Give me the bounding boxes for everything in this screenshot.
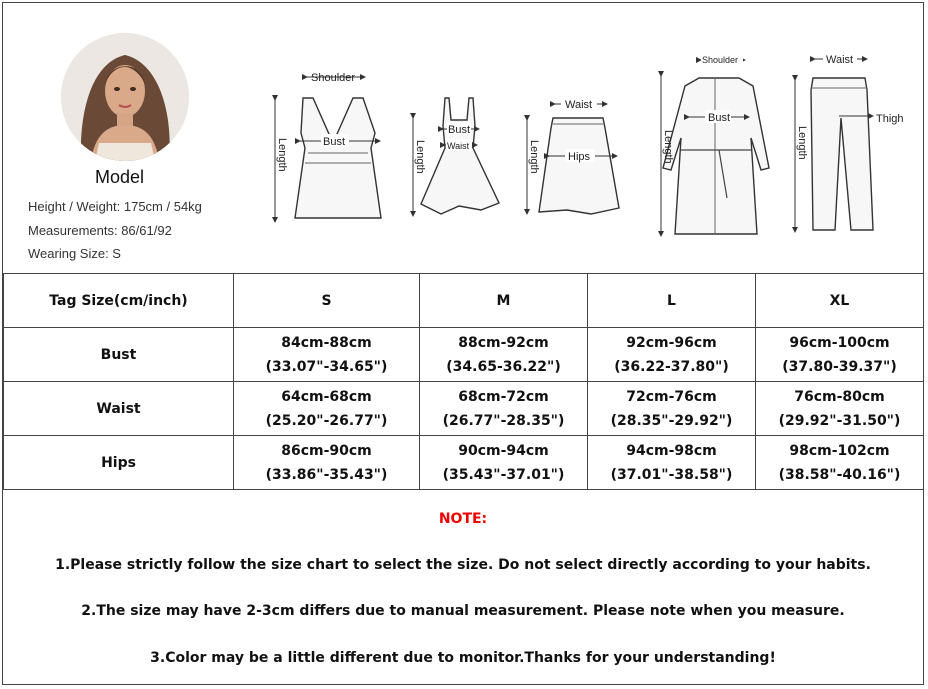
dress-diagram [413,98,499,214]
cell-waist-xl [756,382,924,436]
row-label: Bust [4,328,234,382]
header-size-l: L [588,274,756,328]
inch-value: (37.80-39.37") [782,358,897,375]
size-chart-frame [2,2,924,685]
cm-value: 64cm-68cm [281,388,372,405]
coat-length-label: Length [662,130,674,164]
inch-value: (28.35"-29.92") [610,412,733,429]
model-photo [61,33,189,161]
cell-hips-s [234,436,420,490]
cell-bust-s [234,328,420,382]
model-and-diagrams-section [3,3,923,274]
inch-value: (36.22-37.80") [614,358,729,375]
cm-value: 68cm-72cm [458,388,549,405]
cm-value: 88cm-92cm [458,334,549,351]
inch-value: (33.07"-34.65") [265,358,388,375]
top-diagram [275,72,381,220]
inch-value: (38.58"-40.16") [778,466,901,483]
row-label: Waist [4,382,234,436]
model-measurements: Measurements: 86/61/92 [28,223,172,238]
pants-waist-label: Waist [826,54,854,66]
coat-shoulder-label: Shoulder [702,55,739,65]
inch-value: (37.01"-38.58") [610,466,733,483]
inch-value: (26.77"-28.35") [442,412,565,429]
top-shoulder-label: Shoulder [311,72,356,84]
cm-value: 76cm-80cm [794,388,885,405]
note-title: NOTE: [438,511,488,527]
size-table [3,273,924,490]
top-bust-label: Bust [323,136,346,148]
table-row-waist [4,382,924,436]
note-line-2: 2.The size may have 2-3cm differs due to manual measurement. Please note when you measure. [81,603,845,619]
inch-value: (34.65-36.22") [446,358,561,375]
table-row-hips [4,436,924,490]
inch-value: (25.20"-26.77") [265,412,388,429]
cell-waist-l [588,382,756,436]
cell-waist-m [420,382,588,436]
dress-bust-label: Bust [448,124,471,136]
size-table-header-row [4,274,924,328]
cell-hips-m [420,436,588,490]
inch-value: (33.86"-35.43") [265,466,388,483]
garment-diagrams [253,38,913,248]
cm-value: 96cm-100cm [789,334,890,351]
cm-value: 90cm-94cm [458,442,549,459]
skirt-length-label: Length [528,140,540,174]
notes-section [3,493,923,685]
model-height-weight: Height / Weight: 175cm / 54kg [28,199,202,214]
header-tag-size: Tag Size(cm/inch) [4,274,234,328]
cell-hips-l [588,436,756,490]
header-size-xl: XL [756,274,924,328]
cm-value: 98cm-102cm [789,442,890,459]
note-line-1: 1.Please strictly follow the size chart to select the size. Do not select directly according to your habits. [55,557,871,573]
skirt-hips-label: Hips [568,151,591,163]
cm-value: 84cm-88cm [281,334,372,351]
cell-bust-xl [756,328,924,382]
cell-bust-l [588,328,756,382]
model-wearing-size: Wearing Size: S [28,246,121,261]
coat-diagram [661,54,769,234]
skirt-diagram [527,97,619,214]
note-line-3: 3.Color may be a little different due to monitor.Thanks for your understanding! [150,650,776,666]
cell-hips-xl [756,436,924,490]
pants-length-label: Length [796,126,808,160]
inch-value: (29.92"-31.50") [778,412,901,429]
cell-waist-s [234,382,420,436]
header-size-s: S [234,274,420,328]
skirt-waist-label: Waist [565,99,593,111]
top-length-label: Length [276,138,288,172]
cm-value: 94cm-98cm [626,442,717,459]
row-label: Hips [4,436,234,490]
model-heading: Model [95,167,145,187]
cell-bust-m [420,328,588,382]
table-row-bust [4,328,924,382]
cm-value: 86cm-90cm [281,442,372,459]
coat-bust-label: Bust [708,112,731,124]
dress-length-label: Length [414,140,426,174]
cm-value: 72cm-76cm [626,388,717,405]
inch-value: (35.43"-37.01") [442,466,565,483]
cm-value: 92cm-96cm [626,334,717,351]
pants-diagram [795,52,904,230]
dress-waist-label: Waist [447,141,470,151]
header-size-m: M [420,274,588,328]
pants-thigh-label: Thigh [876,113,904,125]
